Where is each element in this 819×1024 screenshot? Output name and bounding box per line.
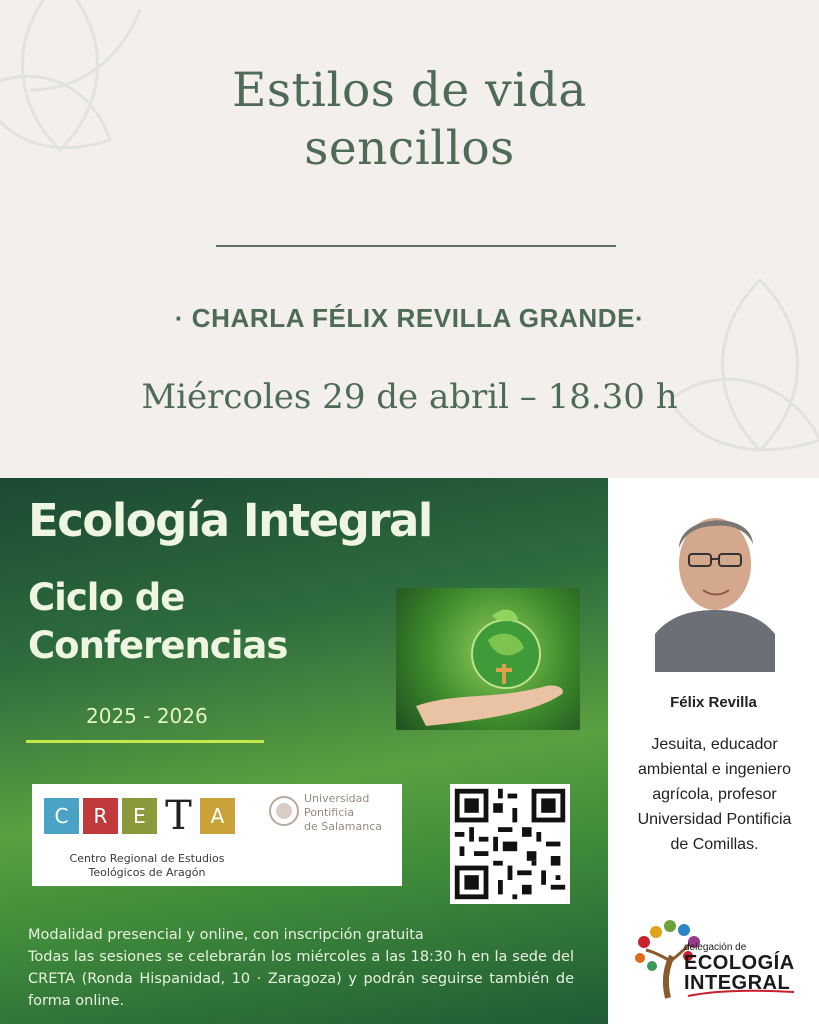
university-line-2: Pontificia	[304, 806, 355, 819]
speaker-portrait-icon	[651, 484, 779, 672]
qr-code-icon	[450, 784, 570, 904]
title-line-2: sencillos	[304, 121, 515, 176]
speaker-bio	[622, 732, 807, 857]
speaker-bio-line-2: ambiental e ingeniero	[638, 761, 791, 778]
poster-years: 2025 - 2026	[86, 704, 208, 728]
talk-label: · CHARLA FÉLIX REVILLA GRANDE·	[174, 303, 645, 333]
speaker-bio-line-3: agrícola, profesor	[652, 786, 777, 803]
poster-footer	[28, 924, 574, 1012]
page-title	[0, 62, 819, 178]
creta-subtitle-line-2: Teológicos de Aragón	[88, 866, 206, 879]
title-line-1: Estilos de vida	[232, 63, 587, 118]
poster-subheading-line-1: Ciclo de	[28, 576, 185, 619]
ecologia-integral-logo	[684, 943, 795, 993]
poster-footer-line-1: Modalidad presencial y online, con inscripción gratuita	[28, 927, 424, 943]
university-line-3: de Salamanca	[304, 820, 382, 833]
creta-letter-a: A	[200, 798, 235, 834]
speaker-bio-line-4: Universidad Pontificia	[637, 811, 792, 828]
creta-subtitle-line-1: Centro Regional de Estudios	[69, 852, 225, 865]
poster-accent-line	[26, 740, 264, 743]
poster-subheading	[28, 574, 287, 670]
logo-small-text: delegación de	[684, 942, 747, 953]
creta-letter-e: E	[122, 798, 157, 834]
speaker-bio-line-5: de Comillas.	[670, 836, 759, 853]
speaker-name: Félix Revilla	[670, 694, 757, 711]
globe-in-hand-icon	[396, 588, 580, 730]
logo-big-text-1: ECOLOGÍA	[684, 952, 795, 974]
university-seal-icon	[268, 794, 300, 828]
speaker-bio-line-1: Jesuita, educador	[651, 736, 778, 753]
university-line-1: Universidad	[304, 792, 370, 805]
speaker-photo	[651, 484, 779, 672]
logo-big-text-2: INTEGRAL	[684, 972, 791, 994]
leaf-ornament-right	[660, 260, 819, 478]
poster-footer-line-2: Todas las sesiones se celebrarán los miércoles a las 18:30 h en la sede del CRETA (Ronda Hispanidad, 10 · Zaragoza) y podrán seguirse también de forma online.	[28, 949, 574, 1009]
speaker-panel	[608, 478, 819, 1024]
globe-in-hand-image	[396, 588, 580, 730]
university-logo-text	[304, 792, 382, 834]
qr-code[interactable]	[450, 784, 570, 904]
creta-letter-r: R	[83, 798, 118, 834]
creta-logo	[44, 793, 235, 839]
creta-letter-c: C	[44, 798, 79, 834]
creta-letter-t: T	[161, 798, 196, 834]
poster-heading: Ecología Integral	[28, 494, 432, 547]
poster-subheading-line-2: Conferencias	[28, 624, 288, 667]
conference-poster	[0, 478, 608, 1024]
partner-logos	[32, 784, 402, 886]
title-divider	[216, 245, 616, 247]
header-section	[0, 0, 819, 478]
event-date: Miércoles 29 de abril – 18.30 h	[141, 377, 678, 417]
creta-subtitle	[52, 852, 242, 880]
